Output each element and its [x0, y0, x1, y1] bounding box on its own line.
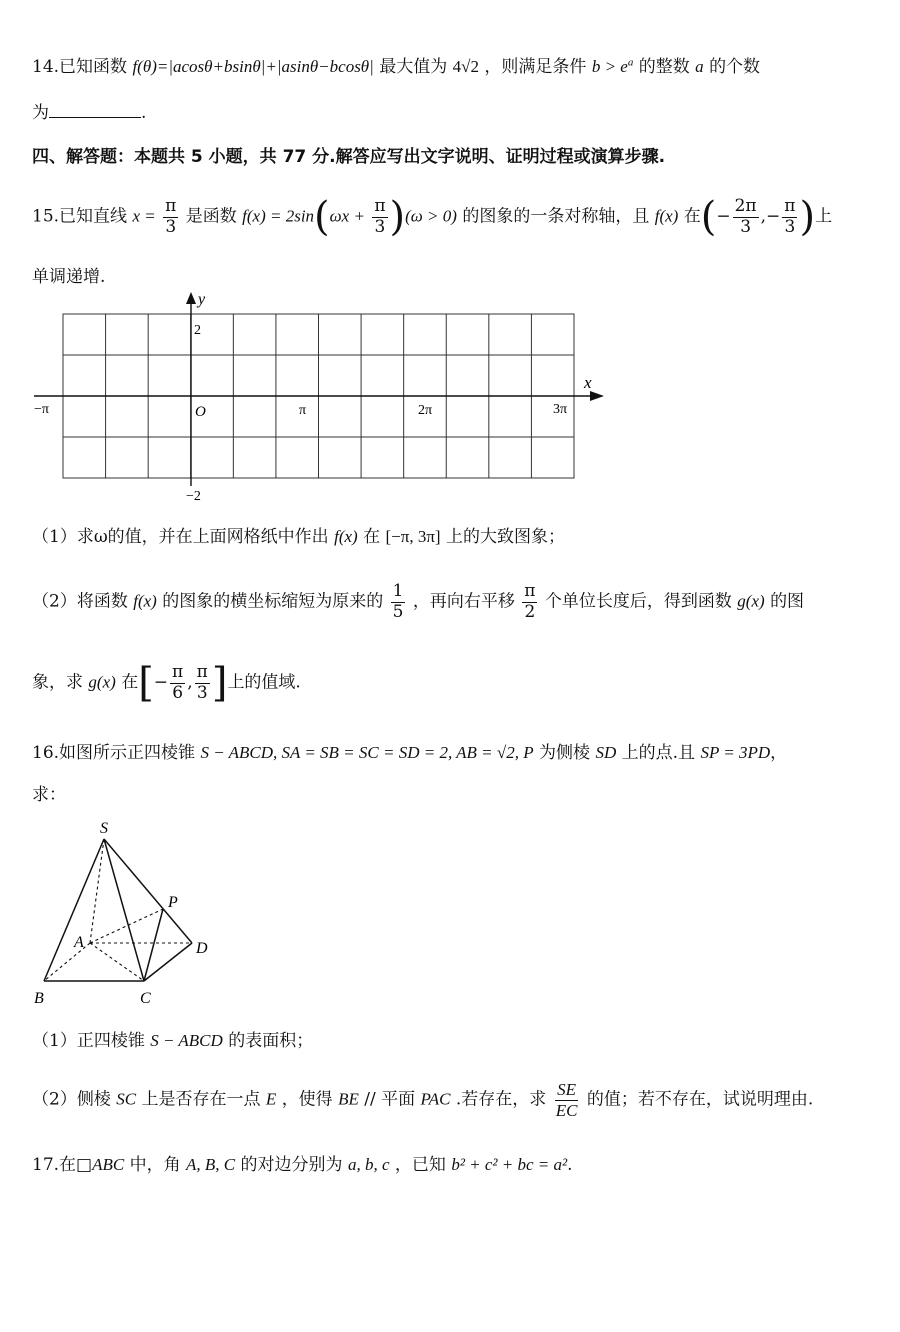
edge-AC: [90, 943, 144, 981]
q15-omega-cond: (ω > 0): [405, 206, 457, 226]
q15-sub1: （1）求ω的值，并在上面网格纸中作出 f(x) 在 [−π, 3π] 上的大致图象；: [32, 527, 565, 547]
q16-line2: 求：: [32, 785, 66, 805]
q17-line1: 17.在□ABC 中，角 A, B, C 的对边分别为 a, b, c ，已知 b² + c² + bc = a².: [32, 1155, 573, 1175]
y-tick-2: 2: [194, 323, 201, 338]
q15-sub2-line2: 象，求 g(x) 在[− $\frac{\pi}{6}$ , $\frac{\pi}{3}$ ]上的值域.: [32, 660, 301, 706]
q16-sub1: （1）正四棱锥 S − ABCD 的表面积；: [32, 1031, 314, 1051]
q15-line-expr: x =: [132, 206, 156, 226]
pyramid-figure: [20, 815, 260, 1015]
q14-answer-blank[interactable]: [49, 103, 141, 118]
q15-sub2: （2）将函数 f(x) 的图象的横坐标缩短为原来的 $\frac{1}{5}$ ，再向右平移 $\frac{\pi}{2}$ 个单位长度后，得到函数 g(x) 的图: [32, 581, 805, 622]
q15-zai: 在: [683, 206, 701, 227]
x-tick-neg-pi: −π: [34, 402, 49, 417]
q15-rest: 的图象的一条对称轴，且: [462, 206, 650, 227]
edge-SD: [104, 839, 192, 943]
q14-line2-text: 为: [32, 103, 49, 123]
edge-AP: [90, 909, 163, 943]
q14-tail2: 的个数: [709, 57, 761, 77]
coordinate-grid: [0, 290, 900, 510]
x-tick-pi: π: [299, 403, 307, 418]
q15-mid: 是函数: [185, 206, 237, 227]
q15-line1: 15.已知直线 x = $\frac{\pi}{3}$ 是函数 f(x) = 2sin(ωx + $\frac{\pi}{3}$ )(ω > 0) 的图象的一条对称轴，且 f(x) 在(− $\frac{2\pi}{3}$ ,− $\frac{\pi}{3}$ )上: [32, 194, 833, 240]
q15-omega-expr: ωx +: [329, 206, 365, 226]
q14-end: .: [141, 103, 147, 123]
q16-sub2: （2）侧棱 SC 上是否存在一点 E ，使得 BE // 平面 PAC .若存在，求 $\frac{SE}{EC}$ 的值；若不存在，试说明理由.: [32, 1080, 814, 1120]
q16-line1: 16.如图所示正四棱锥 S − ABCD, SA = SB = SC = SD = 2, AB = √2, P 为侧棱 SD 上的点.且 SP = 3PD，: [32, 743, 788, 763]
q14-cond-text: ，则满足条件: [484, 57, 587, 77]
q14-max-text: 最大值为: [379, 57, 448, 77]
q14-cond-sup: a: [627, 56, 634, 69]
section-header: 四、解答题：本题共 5 小题，共 77 分.解答应写出文字说明、证明过程或演算步骤.: [32, 147, 666, 167]
vertex-B: B: [34, 990, 44, 1007]
x-tick-3pi: 3π: [553, 402, 568, 417]
q14-max-value: 4√2: [452, 57, 479, 76]
x-axis-label: x: [584, 373, 592, 392]
q14-prefix: 14.已知函数: [32, 57, 128, 77]
edge-SB: [44, 839, 104, 981]
q14-cond-expr: b > e: [591, 57, 628, 76]
q15-interval-b: π: [784, 195, 796, 216]
vertex-S: S: [100, 820, 108, 837]
q15-pi: π: [165, 195, 177, 216]
x-axis-arrow-icon: [590, 391, 604, 401]
y-axis-label: y: [198, 291, 206, 308]
q14-line1: [32, 52, 760, 77]
origin-label: O: [195, 404, 206, 420]
q15-shang: 上: [815, 206, 833, 227]
edge-CD: [144, 943, 192, 981]
edge-CP: [144, 909, 163, 981]
vertex-D: D: [196, 940, 208, 957]
q14-var-a: a: [695, 57, 704, 76]
vertex-C: C: [140, 990, 151, 1007]
q14-line2: [32, 98, 146, 123]
vertex-A: A: [74, 934, 84, 951]
edge-SC: [104, 839, 144, 981]
y-axis-arrow-icon: [186, 292, 196, 304]
y-tick-neg2: −2: [186, 489, 201, 504]
q15-prefix: 15.已知直线: [32, 206, 128, 227]
vertex-P: P: [168, 894, 178, 911]
q15-fx: f(x): [654, 206, 679, 226]
q15-three: 3: [165, 216, 177, 237]
x-tick-2pi: 2π: [418, 403, 433, 418]
q15-line2: 单调递增.: [32, 267, 106, 287]
q14-function: f(θ)=|acosθ+bsinθ|+|asinθ−bcosθ|: [132, 57, 374, 76]
q15-func: f(x) = 2sin: [242, 206, 315, 226]
q15-interval-a: 2π: [734, 195, 757, 216]
q14-tail: 的整数: [638, 57, 690, 77]
